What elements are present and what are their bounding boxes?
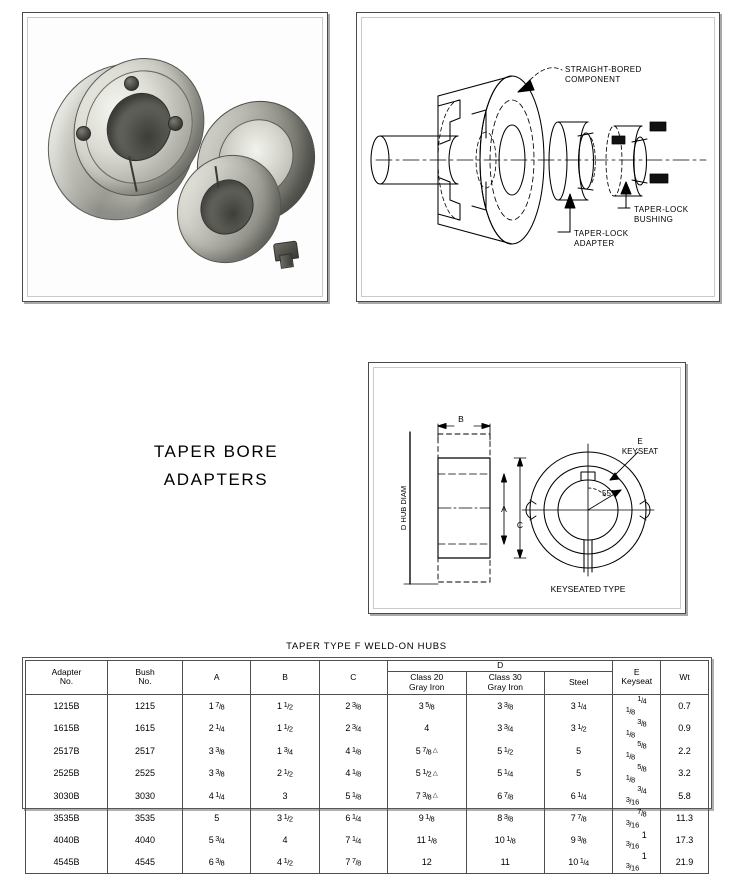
table-row bbox=[26, 785, 709, 808]
cell-dim-b: 4 bbox=[251, 830, 319, 852]
table-row bbox=[26, 740, 709, 763]
cell-dim-b: 3 bbox=[251, 785, 319, 808]
cell-dim-c: 7 7/8 bbox=[319, 851, 387, 873]
label-keyseated-type: KEYSEATED TYPE bbox=[550, 584, 626, 594]
cell-bush-no: 1215 bbox=[107, 694, 182, 717]
header-row-top bbox=[26, 661, 709, 672]
exploded-assembly-frame bbox=[361, 17, 715, 297]
col-e-keyseat bbox=[613, 661, 661, 695]
table-row bbox=[26, 717, 709, 740]
cell-class30: 8 3/8 bbox=[466, 807, 545, 830]
cell-steel: 5 bbox=[545, 762, 613, 785]
cell-wt: 2.2 bbox=[661, 740, 709, 763]
col-wt: Wt bbox=[661, 661, 709, 695]
cell-bush-no: 4040 bbox=[107, 830, 182, 852]
taper-bore-adapter-spec-table bbox=[25, 660, 709, 874]
cell-steel: 3 1/4 bbox=[545, 694, 613, 717]
cell-wt: 5.8 bbox=[661, 785, 709, 808]
cell-class20: 11 1/8 bbox=[387, 830, 466, 852]
table-row bbox=[26, 851, 709, 873]
table-row bbox=[26, 762, 709, 785]
cell-bush-no: 3535 bbox=[107, 807, 182, 830]
cell-dim-c: 4 1/8 bbox=[319, 762, 387, 785]
cell-dim-b: 2 1/2 bbox=[251, 762, 319, 785]
exploded-assembly-drawing bbox=[362, 18, 714, 296]
cell-class30: 10 1/8 bbox=[466, 830, 545, 852]
set-screw-shank-icon bbox=[279, 253, 294, 269]
cell-adapter-no: 2517B bbox=[26, 740, 108, 763]
col-class20-l1: Class 20 bbox=[410, 672, 444, 682]
label-hub-diam: D HUB DIAM bbox=[399, 485, 408, 531]
cell-class30: 5 1/4 bbox=[466, 762, 545, 785]
cell-class20: 7 3/8△ bbox=[387, 785, 466, 808]
label-dim-b: B bbox=[458, 414, 464, 424]
cell-dim-b: 1 1/2 bbox=[251, 694, 319, 717]
col-bush-no-l2: No. bbox=[138, 676, 152, 687]
cell-steel: 10 1/4 bbox=[545, 851, 613, 873]
table-row bbox=[26, 694, 709, 717]
col-adapter-no-l2: No. bbox=[59, 676, 74, 687]
cell-steel: 7 7/8 bbox=[545, 807, 613, 830]
dimension-diagram-drawing bbox=[374, 368, 680, 608]
taper-bore-adapter-photograph bbox=[28, 18, 322, 296]
cell-bush-no: 2525 bbox=[107, 762, 182, 785]
col-e-l1: E bbox=[633, 666, 640, 677]
page-title bbox=[96, 438, 336, 494]
cell-dim-a: 2 1/4 bbox=[183, 717, 251, 740]
label-keyseat-e: E bbox=[637, 437, 643, 446]
cell-steel: 6 1/4 bbox=[545, 785, 613, 808]
col-class30-l1: Class 30 bbox=[488, 672, 522, 682]
cell-class30: 11 bbox=[466, 851, 545, 873]
cell-e-keyseat: 5/81/8 bbox=[613, 762, 661, 785]
cell-adapter-no: 4545B bbox=[26, 851, 108, 873]
cell-dim-c: 2 3/8 bbox=[319, 694, 387, 717]
col-a: A bbox=[183, 661, 251, 695]
footnote-triangle-icon: △ bbox=[432, 747, 438, 755]
cell-dim-c: 6 1/4 bbox=[319, 807, 387, 830]
cell-e-keyseat: 5/81/8 bbox=[613, 740, 661, 763]
label-straight-bored-line2: COMPONENT bbox=[565, 75, 621, 84]
table-row bbox=[26, 807, 709, 830]
cell-steel: 3 1/2 bbox=[545, 717, 613, 740]
cell-wt: 3.2 bbox=[661, 762, 709, 785]
cell-e-keyseat: 3/81/8 bbox=[613, 717, 661, 740]
cell-steel: 5 bbox=[545, 740, 613, 763]
cell-dim-a: 5 3/4 bbox=[183, 830, 251, 852]
cell-dim-b: 4 1/2 bbox=[251, 851, 319, 873]
cell-dim-a: 1 7/8 bbox=[183, 694, 251, 717]
label-straight-bored-line1: STRAIGHT-BORED bbox=[565, 65, 642, 74]
col-bush-no bbox=[107, 661, 182, 695]
cell-wt: 17.3 bbox=[661, 830, 709, 852]
cell-bush-no: 3030 bbox=[107, 785, 182, 808]
cell-e-keyseat: 13/16 bbox=[613, 830, 661, 852]
cell-adapter-no: 3030B bbox=[26, 785, 108, 808]
cell-adapter-no: 1215B bbox=[26, 694, 108, 717]
dimension-diagram-panel bbox=[368, 362, 686, 614]
label-taper-lock-bushing-line1: TAPER-LOCK bbox=[634, 205, 689, 214]
col-bush-no-l1: Bush bbox=[135, 666, 155, 677]
cell-class20: 5 1/2△ bbox=[387, 762, 466, 785]
cell-dim-c: 4 1/8 bbox=[319, 740, 387, 763]
cell-bush-no: 1615 bbox=[107, 717, 182, 740]
cell-class30: 3 3/8 bbox=[466, 694, 545, 717]
exploded-assembly-panel bbox=[356, 12, 720, 302]
cell-dim-a: 3 3/8 bbox=[183, 740, 251, 763]
cell-adapter-no: 1615B bbox=[26, 717, 108, 740]
cell-class30: 6 7/8 bbox=[466, 785, 545, 808]
table-body bbox=[26, 694, 709, 873]
col-class30 bbox=[466, 671, 545, 694]
cell-adapter-no: 2525B bbox=[26, 762, 108, 785]
cell-dim-b: 1 3/4 bbox=[251, 740, 319, 763]
cell-e-keyseat: 1/41/8 bbox=[613, 694, 661, 717]
cell-dim-a: 3 3/8 bbox=[183, 762, 251, 785]
cell-dim-c: 2 3/4 bbox=[319, 717, 387, 740]
cell-class20: 12 bbox=[387, 851, 466, 873]
col-class20 bbox=[387, 671, 466, 694]
table-caption: TAPER TYPE F WELD-ON HUBS bbox=[286, 641, 447, 652]
setscrew-hole-icon bbox=[168, 116, 183, 131]
col-class20-l2: Gray Iron bbox=[409, 681, 445, 692]
cell-dim-c: 7 1/4 bbox=[319, 830, 387, 852]
cell-dim-a: 6 3/8 bbox=[183, 851, 251, 873]
dimension-diagram-frame bbox=[373, 367, 681, 609]
cell-bush-no: 2517 bbox=[107, 740, 182, 763]
col-e-l2: Keyseat bbox=[621, 676, 653, 687]
cell-adapter-no: 4040B bbox=[26, 830, 108, 852]
label-taper-lock-adapter-line2: ADAPTER bbox=[574, 239, 615, 248]
label-dim-a: A bbox=[501, 504, 507, 514]
spec-table-container bbox=[22, 657, 712, 873]
cell-wt: 0.7 bbox=[661, 694, 709, 717]
cell-class20: 3 5/8 bbox=[387, 694, 466, 717]
cell-dim-c: 5 1/8 bbox=[319, 785, 387, 808]
label-dim-c: C bbox=[516, 520, 524, 530]
product-photo-frame bbox=[27, 17, 323, 297]
footnote-triangle-icon: △ bbox=[432, 769, 438, 777]
table-row bbox=[26, 830, 709, 852]
cell-class20: 9 1/8 bbox=[387, 807, 466, 830]
cell-class20: 4 bbox=[387, 717, 466, 740]
cell-dim-b: 1 1/2 bbox=[251, 717, 319, 740]
cell-dim-a: 5 bbox=[183, 807, 251, 830]
setscrew-hole-icon bbox=[124, 76, 139, 91]
product-photo-panel bbox=[22, 12, 328, 302]
cell-e-keyseat: 7/83/16 bbox=[613, 807, 661, 830]
cell-wt: 21.9 bbox=[661, 851, 709, 873]
cell-dim-a: 4 1/4 bbox=[183, 785, 251, 808]
col-d-group: D bbox=[387, 661, 612, 672]
col-b: B bbox=[251, 661, 319, 695]
cell-wt: 11.3 bbox=[661, 807, 709, 830]
table-header bbox=[26, 661, 709, 695]
label-keyseat: KEYSEAT bbox=[621, 447, 659, 456]
col-c: C bbox=[319, 661, 387, 695]
cell-e-keyseat: 3/43/16 bbox=[613, 785, 661, 808]
col-steel: Steel bbox=[545, 671, 613, 694]
cell-e-keyseat: 13/16 bbox=[613, 851, 661, 873]
cell-dim-b: 3 1/2 bbox=[251, 807, 319, 830]
page-title-line1: TAPER BORE bbox=[153, 442, 279, 461]
cell-steel: 9 3/8 bbox=[545, 830, 613, 852]
footnote-triangle-icon: △ bbox=[432, 792, 438, 800]
page-title-line2: ADAPTERS bbox=[163, 470, 269, 489]
cell-class30: 3 3/4 bbox=[466, 717, 545, 740]
cell-class30: 5 1/2 bbox=[466, 740, 545, 763]
cell-adapter-no: 3535B bbox=[26, 807, 108, 830]
label-taper-lock-bushing-line2: BUSHING bbox=[634, 215, 674, 224]
col-adapter-no bbox=[26, 661, 108, 695]
setscrew-hole-icon bbox=[76, 126, 91, 141]
cell-wt: 0.9 bbox=[661, 717, 709, 740]
label-taper-lock-adapter-line1: TAPER-LOCK bbox=[574, 229, 629, 238]
col-class30-l2: Gray Iron bbox=[487, 681, 523, 692]
cell-bush-no: 4545 bbox=[107, 851, 182, 873]
col-adapter-no-l1: Adapter bbox=[51, 666, 82, 677]
label-angle-55: 55° bbox=[602, 489, 615, 498]
cell-class20: 5 7/8△ bbox=[387, 740, 466, 763]
